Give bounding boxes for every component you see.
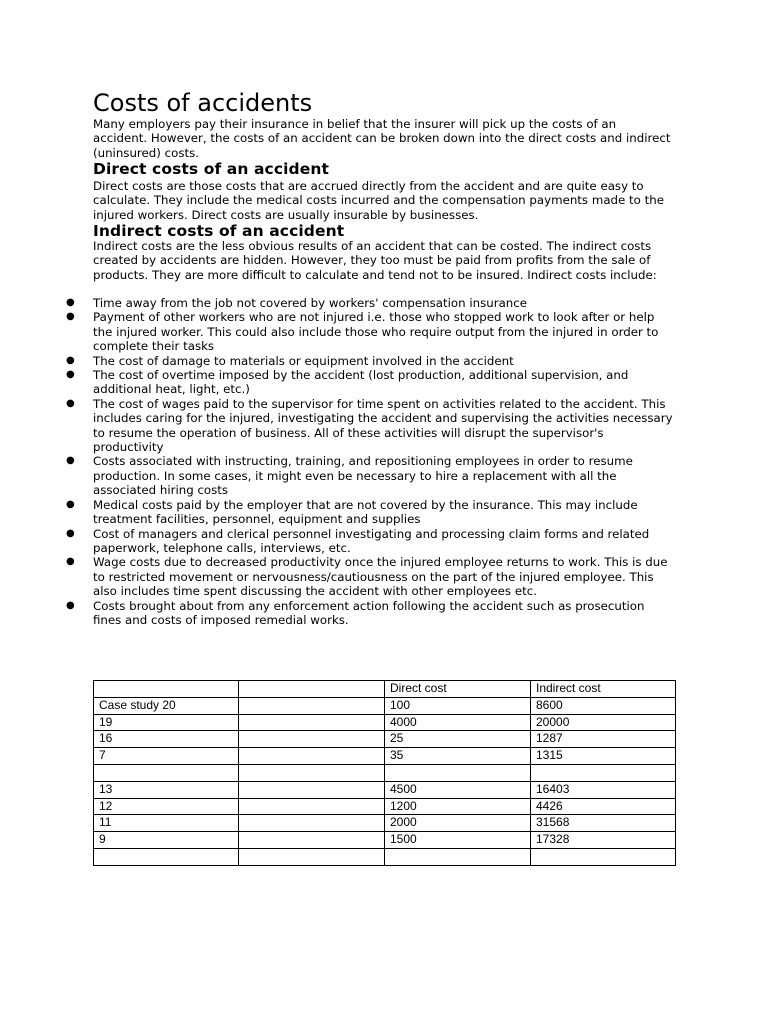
table-cell bbox=[239, 848, 385, 865]
list-item-text: Costs associated with instructing, training, and repositioning employees in order to resume production. In some cases, it might even be necessary to hire a replacement with all the associated hiring costs bbox=[93, 454, 633, 498]
bullet-icon: ● bbox=[66, 354, 75, 366]
list-item bbox=[64, 599, 676, 628]
table-row bbox=[94, 798, 676, 815]
bullet-icon: ● bbox=[66, 527, 75, 539]
table-cell: 9 bbox=[94, 832, 239, 849]
intro-paragraph: Many employers pay their insurance in belief that the insurer will pick up the costs of an accident. However, the costs of an accident can be broken down into the direct costs and indirect (uninsured) costs. bbox=[93, 117, 671, 160]
list-item bbox=[64, 555, 676, 598]
table-cell: 12 bbox=[94, 798, 239, 815]
table-cell bbox=[239, 815, 385, 832]
table-row bbox=[94, 697, 676, 714]
table-cell: 31568 bbox=[531, 815, 676, 832]
table-cell: 16 bbox=[94, 731, 239, 748]
bullet-icon: ● bbox=[66, 397, 75, 409]
table-cell: 7 bbox=[94, 748, 239, 765]
table-cell bbox=[531, 848, 676, 865]
list-item-text: The cost of wages paid to the supervisor for time spent on activities related to the accident. This includes caring for the injured, investigating the accident and supervising the activities necessary to resume the operation of business. All of these activities will disrupt the supervisor's productivity bbox=[93, 396, 673, 455]
table-cell: 20000 bbox=[531, 714, 676, 731]
list-item-text: Medical costs paid by the employer that are not covered by the insurance. This may include treatment facilities, personnel, equipment and supplies bbox=[93, 497, 638, 527]
table-header-row bbox=[94, 681, 676, 698]
list-item-text: Cost of managers and clerical personnel investigating and processing claim forms and related paperwork, telephone calls, interviews, etc. bbox=[93, 526, 650, 555]
table-cell bbox=[239, 781, 385, 798]
bullet-icon: ● bbox=[66, 311, 75, 323]
indirect-costs-list bbox=[64, 296, 676, 627]
table-cell: 11 bbox=[94, 815, 239, 832]
table-cell bbox=[239, 764, 385, 781]
table-cell bbox=[385, 764, 531, 781]
table-cell: 1200 bbox=[385, 798, 531, 815]
table-cell: 25 bbox=[385, 731, 531, 748]
table-cell bbox=[94, 764, 239, 781]
table-row bbox=[94, 714, 676, 731]
page-title: Costs of accidents bbox=[93, 89, 313, 117]
bullet-icon: ● bbox=[66, 369, 75, 381]
list-item bbox=[64, 397, 676, 455]
table-cell: 100 bbox=[385, 697, 531, 714]
table-cell: 1500 bbox=[385, 832, 531, 849]
table-row bbox=[94, 781, 676, 798]
table-cell bbox=[239, 714, 385, 731]
table-cell: 2000 bbox=[385, 815, 531, 832]
table-cell bbox=[94, 848, 239, 865]
table-cell: 17328 bbox=[531, 832, 676, 849]
list-item bbox=[64, 454, 676, 497]
table-row bbox=[94, 832, 676, 849]
list-item-text: Time away from the job not covered by workers' compensation insurance bbox=[93, 296, 528, 310]
table-cell: 4500 bbox=[385, 781, 531, 798]
table-cell: 8600 bbox=[531, 697, 676, 714]
bullet-icon: ● bbox=[66, 455, 75, 467]
table-row bbox=[94, 731, 676, 748]
list-item bbox=[64, 498, 676, 527]
table-cell: 4000 bbox=[385, 714, 531, 731]
table-cell: 1315 bbox=[531, 748, 676, 765]
header-cell-direct-cost: Direct cost bbox=[385, 681, 531, 698]
table-cell bbox=[385, 848, 531, 865]
table-row bbox=[94, 815, 676, 832]
table-cell: 16403 bbox=[531, 781, 676, 798]
list-item-text: The cost of overtime imposed by the accident (lost production, additional supervision, and additional heat, light, etc.) bbox=[93, 368, 629, 397]
list-item bbox=[64, 310, 676, 353]
list-item bbox=[64, 527, 676, 556]
bullet-icon: ● bbox=[66, 297, 75, 308]
table-cell: 35 bbox=[385, 748, 531, 765]
header-cell-indirect-cost: Indirect cost bbox=[531, 681, 676, 698]
list-item-text: Payment of other workers who are not injured i.e. those who stopped work to look after or help the injured worker. This could also include those who require output from the injured in order to complete their tasks bbox=[93, 310, 659, 354]
table-cell bbox=[239, 798, 385, 815]
direct-costs-paragraph: Direct costs are those costs that are accrued directly from the accident and are quite easy to calculate. They include the medical costs incurred and the compensation payments made to the injured workers. Direct costs are usually insurable by businesses. bbox=[93, 179, 665, 222]
table-cell bbox=[531, 764, 676, 781]
table-row bbox=[94, 748, 676, 765]
table-cell bbox=[239, 697, 385, 714]
list-item bbox=[64, 296, 676, 310]
table-cell: Case study 20 bbox=[94, 697, 239, 714]
table-cell: 13 bbox=[94, 781, 239, 798]
table-row bbox=[94, 764, 676, 781]
table-cell bbox=[239, 731, 385, 748]
bullet-icon: ● bbox=[66, 599, 75, 611]
bullet-icon: ● bbox=[66, 498, 75, 510]
bullet-icon: ● bbox=[66, 556, 75, 568]
direct-costs-heading: Direct costs of an accident bbox=[93, 160, 330, 178]
list-item bbox=[64, 354, 676, 368]
table-cell: 1287 bbox=[531, 731, 676, 748]
header-cell bbox=[94, 681, 239, 698]
table-cell: 19 bbox=[94, 714, 239, 731]
list-item-text: Costs brought about from any enforcement action following the accident such as prosecution fines and costs of imposed remedial works. bbox=[93, 598, 645, 627]
list-item bbox=[64, 368, 676, 397]
list-item-text: Wage costs due to decreased productivity once the injured employee returns to work. This is due to restricted movement or nervousness/cautiousness on the part of the injured employee. This also includes time spent discussing the accident with other employees etc. bbox=[93, 555, 668, 599]
table-cell bbox=[239, 832, 385, 849]
table-cell: 4426 bbox=[531, 798, 676, 815]
indirect-costs-paragraph: Indirect costs are the less obvious results of an accident that can be costed. The indirect costs created by accidents are hidden. However, they too must be paid from profits from the sale of products. They are more difficult to calculate and tend not to be insured. Indirect costs include: bbox=[93, 239, 657, 282]
header-cell bbox=[239, 681, 385, 698]
table-cell bbox=[239, 748, 385, 765]
indirect-costs-heading: Indirect costs of an accident bbox=[93, 222, 345, 240]
table-row bbox=[94, 848, 676, 865]
case-study-costs-table bbox=[93, 680, 676, 866]
list-item-text: The cost of damage to materials or equipment involved in the accident bbox=[93, 353, 514, 368]
